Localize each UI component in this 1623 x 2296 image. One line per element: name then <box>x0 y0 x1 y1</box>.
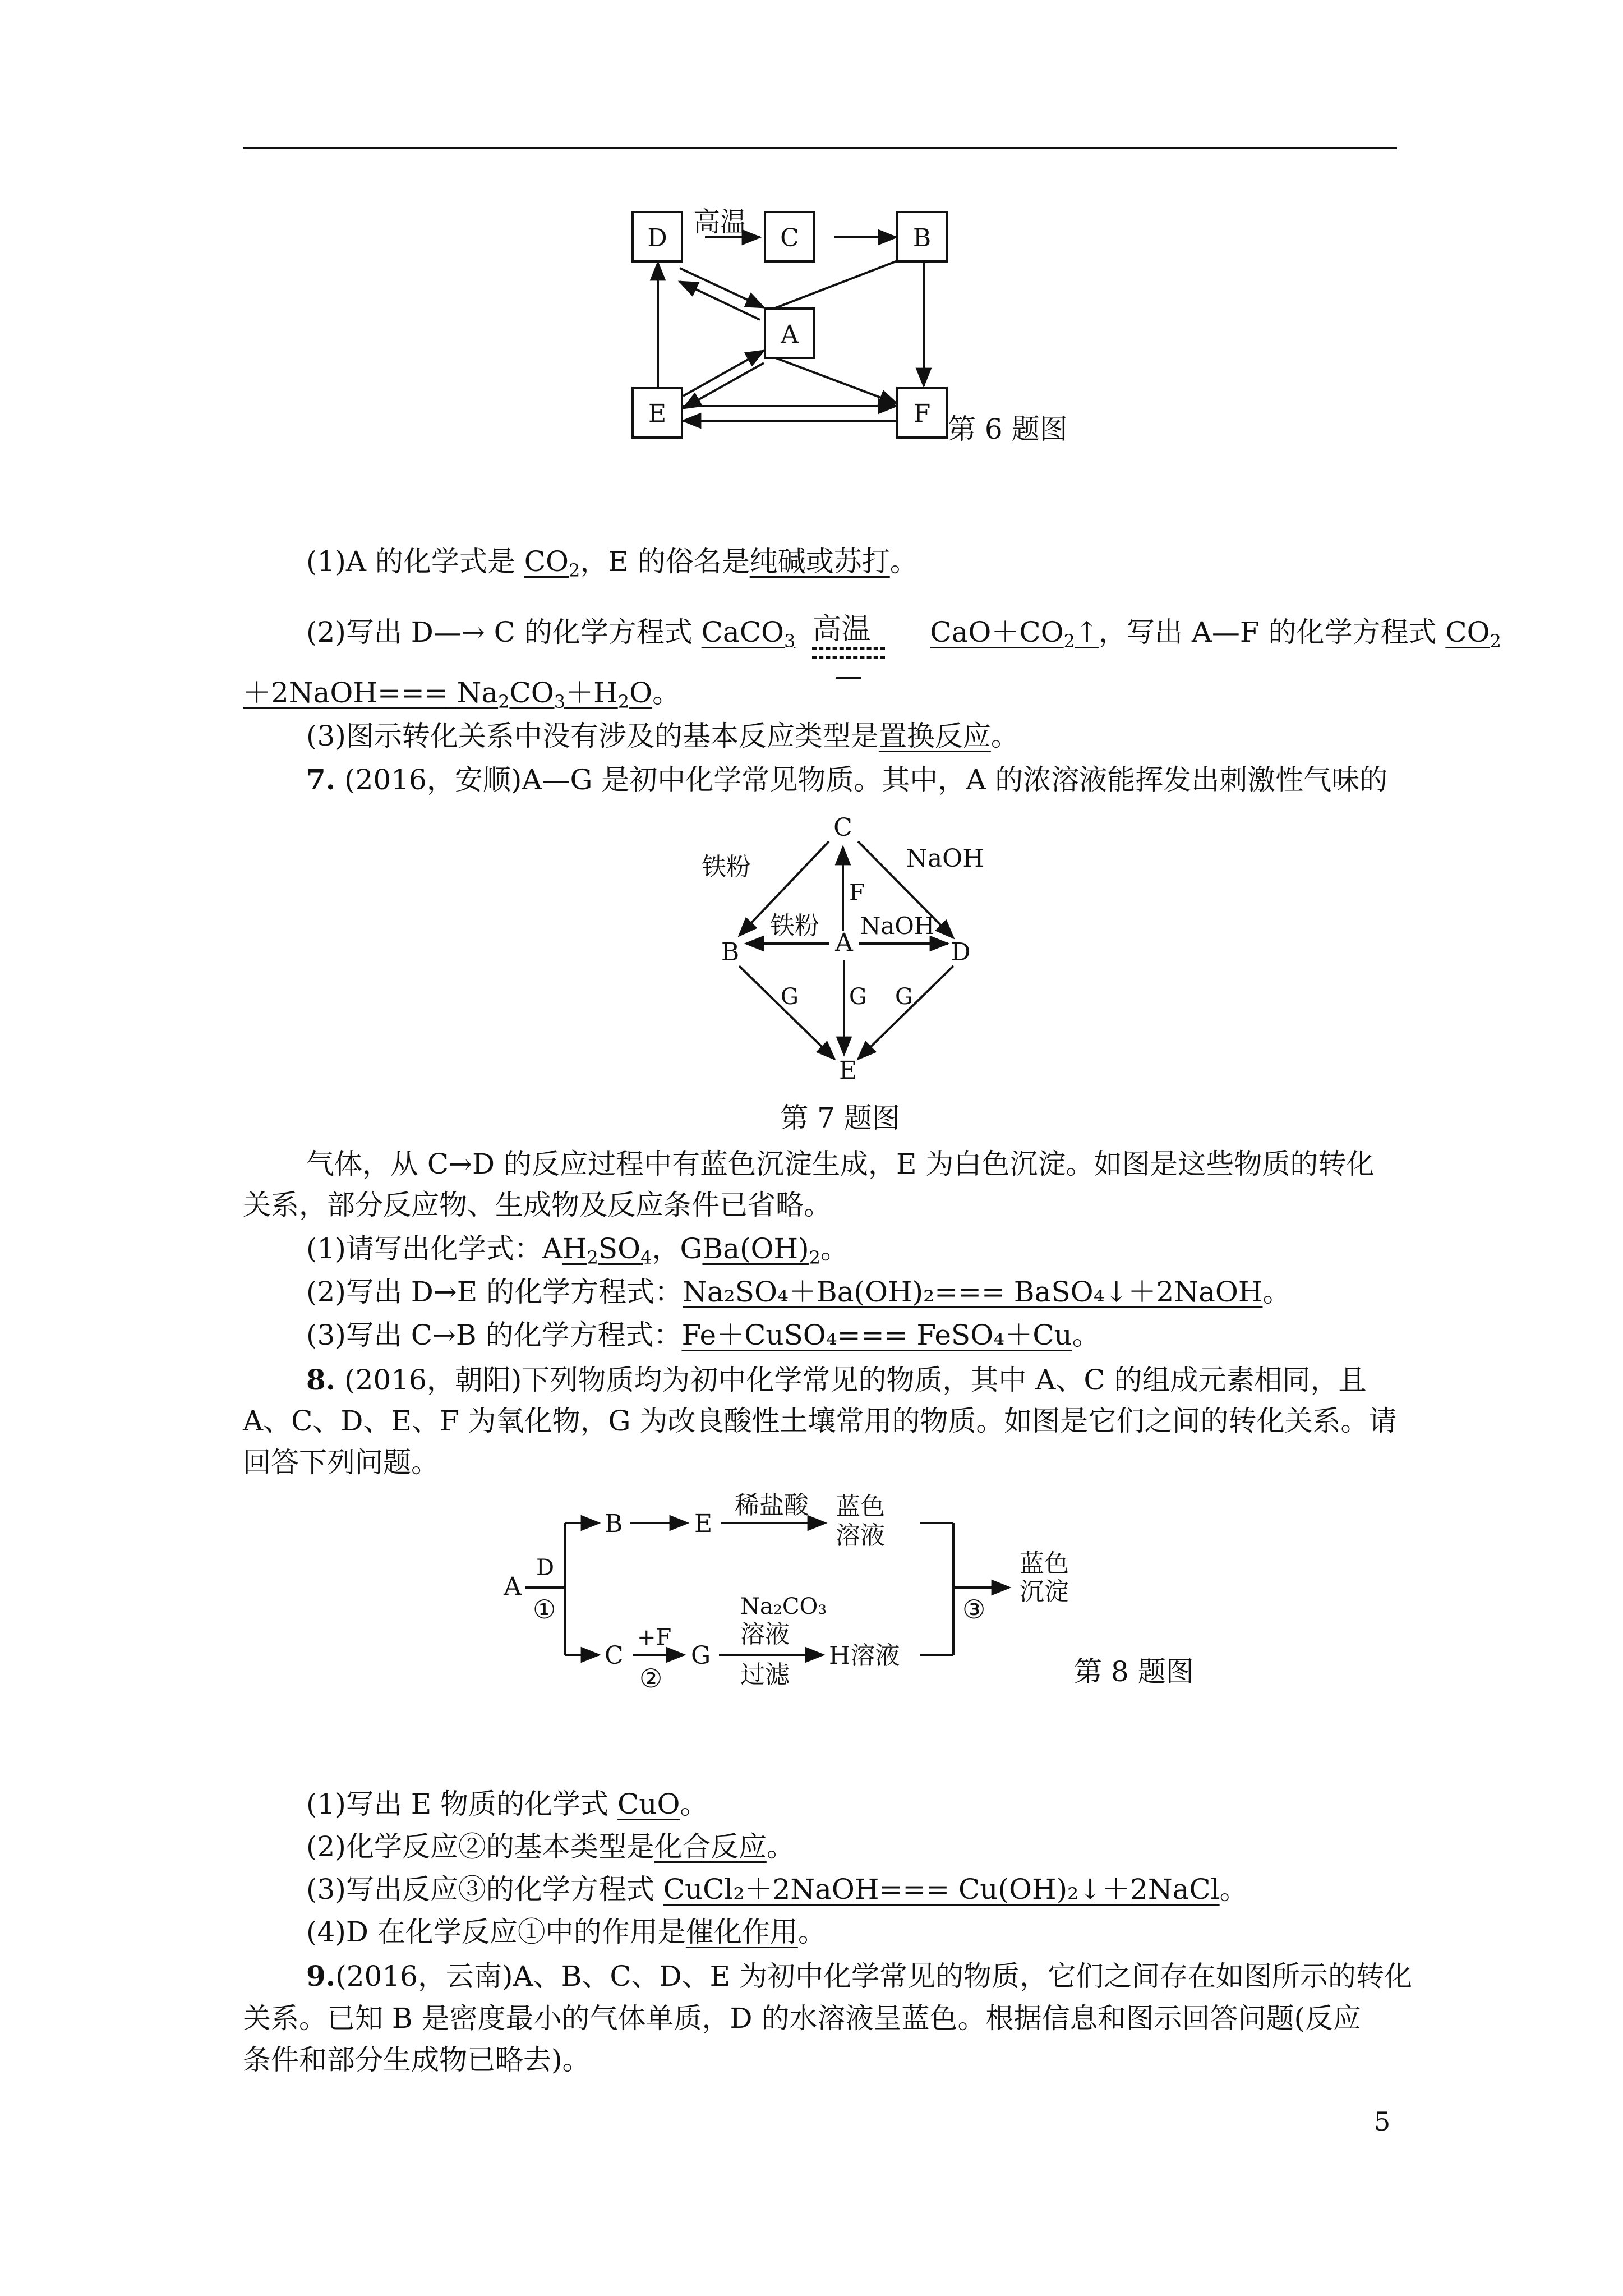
text: (1)写出 E 物质的化学式 <box>306 1788 618 1820</box>
text: 。 <box>1262 1276 1291 1308</box>
q9-intro <box>306 1959 1412 1993</box>
node-g: G <box>691 1641 711 1670</box>
text: 。 <box>1072 1319 1100 1351</box>
text: (2)化学反应②的基本类型是 <box>306 1830 654 1863</box>
text: (2016，安顺)A—G 是初中化学常见物质。其中，A 的浓溶液能挥发出刺激性气味的 <box>335 763 1388 796</box>
figure-caption-7: 第 7 题图 <box>780 1102 900 1134</box>
text: (2016，云南)A、B、C、D、E 为初中化学常见的物质，它们之间存在如图所示的转化 <box>335 1960 1413 1993</box>
reaction-2-marker: ② <box>639 1663 663 1694</box>
text: ，G <box>652 1232 703 1265</box>
q7-line2: 气体，从 C→D 的反应过程中有蓝色沉淀生成，E 为白色沉淀。如图是这些物质的转化 <box>306 1148 1375 1180</box>
arrow: —→ <box>433 616 485 648</box>
subscript: 2 <box>809 1247 820 1268</box>
text: (2016，朝阳)下列物质均为初中化学常见的物质，其中 A、C 的组成元素相同，且 <box>335 1364 1367 1396</box>
node-c-label: C <box>780 224 799 252</box>
node-d-label: D <box>647 224 667 252</box>
text: (1)请写出化学式：A <box>306 1232 562 1265</box>
answer-text: Ba(OH) <box>702 1232 809 1265</box>
node-d: D <box>951 938 971 967</box>
reaction-3-marker: ③ <box>962 1594 986 1625</box>
subscript: 3 <box>554 691 566 712</box>
subscript: 2 <box>498 691 510 712</box>
subscript: 2 <box>1490 631 1502 652</box>
text: 。 <box>680 1788 708 1820</box>
answer: 置换反应 <box>878 720 991 752</box>
equals-sign: === <box>377 677 448 709</box>
answer: 纯碱或苏打 <box>749 545 890 578</box>
q9-line2: 关系。已知 B 是密度最小的气体单质，D 的水溶液呈蓝色。根据信息和图示回答问题(反应 <box>243 2002 1362 2035</box>
answer: CuCl₂＋2NaOH=== Cu(OH)₂↓＋2NaCl <box>663 1873 1220 1906</box>
edge-d-c-label: 高温 <box>693 206 748 238</box>
node-b: B <box>605 1510 623 1538</box>
answer: CuO <box>617 1788 680 1820</box>
blue-solution-label: 溶液 <box>836 1521 885 1550</box>
answer-text: CaCO <box>701 616 784 648</box>
text: 。 <box>820 1232 849 1265</box>
edge-a-e-label: G <box>849 984 867 1010</box>
reaction-1-marker: ① <box>533 1594 556 1625</box>
answer-text: ＋2NaOH <box>243 677 377 709</box>
q8-part2 <box>306 1830 795 1864</box>
answer-text: CO <box>524 545 569 578</box>
answer: Fe＋CuSO₄=== FeSO₄＋Cu <box>681 1319 1072 1351</box>
text: 。 <box>652 677 681 709</box>
reagent-hcl: 稀盐酸 <box>735 1491 809 1520</box>
answer-text: O <box>629 677 653 709</box>
text: (3)写出 C→B 的化学方程式： <box>306 1319 682 1351</box>
edge-c-d-label: NaOH <box>906 844 984 873</box>
reagent-f: +F <box>637 1625 672 1650</box>
node-a-label: A <box>781 320 799 349</box>
answer-text: CaO＋CO <box>930 616 1064 648</box>
edge-d-e-label: G <box>895 984 913 1010</box>
edge-a-b-label: 铁粉 <box>770 912 819 940</box>
node-c: C <box>833 813 852 842</box>
blue-solution-label: 蓝色 <box>836 1492 885 1521</box>
subscript: 2 <box>1063 631 1076 652</box>
catalyst-d: D <box>536 1555 555 1581</box>
node-e: E <box>838 1056 857 1085</box>
filtration-label: 过滤 <box>740 1660 790 1689</box>
q8-part3 <box>306 1872 1248 1906</box>
node-a: A <box>835 928 853 957</box>
figure-caption-6: 第 6 题图 <box>948 413 1068 445</box>
blue-precipitate-label: 沉淀 <box>1020 1577 1069 1606</box>
node-h-solution: H溶液 <box>829 1641 900 1670</box>
answer-text: CO <box>509 677 554 709</box>
reagent-solution: 溶液 <box>740 1620 790 1649</box>
text: 。 <box>889 545 918 578</box>
text: (2)写出 D <box>306 616 434 648</box>
page-number: 5 <box>1374 2106 1391 2137</box>
text: (4)D 在化学反应①中的作用是 <box>306 1916 686 1948</box>
text: 。 <box>990 720 1019 752</box>
text: ，写出 A—F 的化学方程式 <box>1098 616 1446 648</box>
subscript: 2 <box>568 560 580 581</box>
text: 。 <box>766 1830 795 1863</box>
text: (3)写出反应③的化学方程式 <box>306 1873 663 1906</box>
q8-line2: A、C、D、E、F 为氧化物，G 为改良酸性土壤常用的物质。如图是它们之间的转化关系。请 <box>243 1405 1397 1437</box>
question-number: 9. <box>306 1959 336 1993</box>
answer-text: Na <box>457 677 499 709</box>
text: (1)A 的化学式是 <box>306 545 524 578</box>
edge-a-c-label: F <box>849 880 865 906</box>
figure-caption-8: 第 8 题图 <box>1074 1655 1194 1688</box>
text: (2)写出 D→E 的化学方程式： <box>306 1276 683 1308</box>
q7-line3: 关系，部分反应物、生成物及反应条件已省略。 <box>243 1189 832 1221</box>
subscript: 4 <box>640 1247 652 1268</box>
condition-label: 高温 <box>812 613 871 646</box>
subscript: 2 <box>617 691 630 712</box>
answer-text: ↑ <box>1075 616 1099 648</box>
answer-text: CO <box>1445 616 1490 648</box>
text: ，E 的俗名是 <box>580 545 750 578</box>
edge-a-d-label: NaOH <box>860 912 935 940</box>
question-number: 8. <box>306 1363 336 1396</box>
subscript: 2 <box>587 1247 598 1268</box>
edge-b-e-label: G <box>781 984 799 1010</box>
node-f-label: F <box>913 399 931 428</box>
answer: Na₂SO₄＋Ba(OH)₂=== BaSO₄↓＋2NaOH <box>683 1276 1263 1308</box>
question-number: 7. <box>306 763 336 796</box>
answer-text: SO <box>598 1232 641 1265</box>
answer: 催化作用 <box>685 1916 798 1948</box>
answer-text: ＋H <box>565 677 618 709</box>
node-b: B <box>721 938 740 967</box>
node-e-label: E <box>648 399 667 428</box>
answer: 化合反应 <box>654 1830 767 1863</box>
blue-precipitate-label: 蓝色 <box>1020 1549 1069 1578</box>
text: 。 <box>797 1916 826 1948</box>
q8-part4 <box>306 1915 826 1949</box>
answer-text: H <box>562 1232 587 1265</box>
text: C 的化学方程式 <box>485 616 702 648</box>
reagent-na2co3: Na₂CO₃ <box>740 1594 827 1619</box>
q9-line3: 条件和部分生成物已略去)。 <box>243 2044 591 2076</box>
text: 。 <box>1219 1873 1248 1906</box>
node-a: A <box>504 1572 522 1601</box>
q8-line3: 回答下列问题。 <box>243 1446 439 1479</box>
node-c: C <box>605 1641 624 1670</box>
node-b-label: B <box>912 224 932 252</box>
node-e: E <box>694 1510 713 1538</box>
text: (3)图示转化关系中没有涉及的基本反应类型是 <box>306 720 879 752</box>
edge-c-b-label: 铁粉 <box>702 853 751 881</box>
q8-part1 <box>306 1787 708 1821</box>
subscript: 3 <box>783 631 796 652</box>
